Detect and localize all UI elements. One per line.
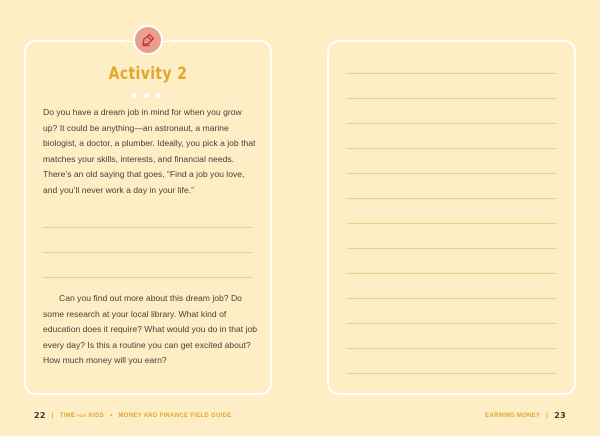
writing-line[interactable]	[43, 252, 252, 253]
footer-bullet: •	[110, 412, 113, 419]
pen-nib-icon	[133, 25, 163, 55]
right-writing-card	[327, 40, 576, 395]
page-number-left: 22	[34, 411, 46, 420]
dot	[156, 93, 161, 98]
left-footer	[34, 411, 232, 420]
title-dots-divider	[132, 93, 161, 98]
writing-line[interactable]	[347, 73, 556, 74]
writing-line[interactable]	[347, 98, 556, 99]
activity-title: Activity 2	[108, 64, 188, 84]
footer-separator: |	[51, 412, 54, 419]
writing-line[interactable]	[347, 198, 556, 199]
page-number-right: 23	[554, 411, 566, 420]
dot	[144, 93, 149, 98]
writing-line[interactable]	[347, 148, 556, 149]
writing-line[interactable]	[347, 248, 556, 249]
footer-separator: |	[546, 412, 549, 419]
writing-line[interactable]	[347, 123, 556, 124]
writing-line[interactable]	[347, 273, 556, 274]
writing-line[interactable]	[347, 348, 556, 349]
writing-line[interactable]	[43, 277, 252, 278]
brand-logo: TIME FOR KIDS	[59, 412, 105, 419]
writing-line[interactable]	[347, 373, 556, 374]
writing-line[interactable]	[43, 227, 252, 228]
writing-line[interactable]	[347, 323, 556, 324]
intro-paragraph: Do you have a dream job in mind for when you grow up? It could be anything—an astronaut, a marine biologist, a doctor, a plumber. Ideally, you pick a job that matches your skills, interests, and financial needs. There’s an old saying that goes, “Find a job you love, and you’ll never work a day in your life.”	[43, 107, 256, 195]
right-footer	[485, 411, 566, 420]
writing-line[interactable]	[347, 223, 556, 224]
writing-line[interactable]	[347, 298, 556, 299]
section-title: EARNING MONEY	[485, 412, 541, 419]
research-paragraph: Can you find out more about this dream job? Do some research at your local library. What kind of education does it require? What would you do in that job every day? Is this a routine you can get excited about? How much money will you earn?	[43, 293, 258, 365]
writing-line[interactable]	[347, 173, 556, 174]
dot	[132, 93, 137, 98]
book-title: MONEY AND FINANCE FIELD GUIDE	[118, 412, 232, 419]
